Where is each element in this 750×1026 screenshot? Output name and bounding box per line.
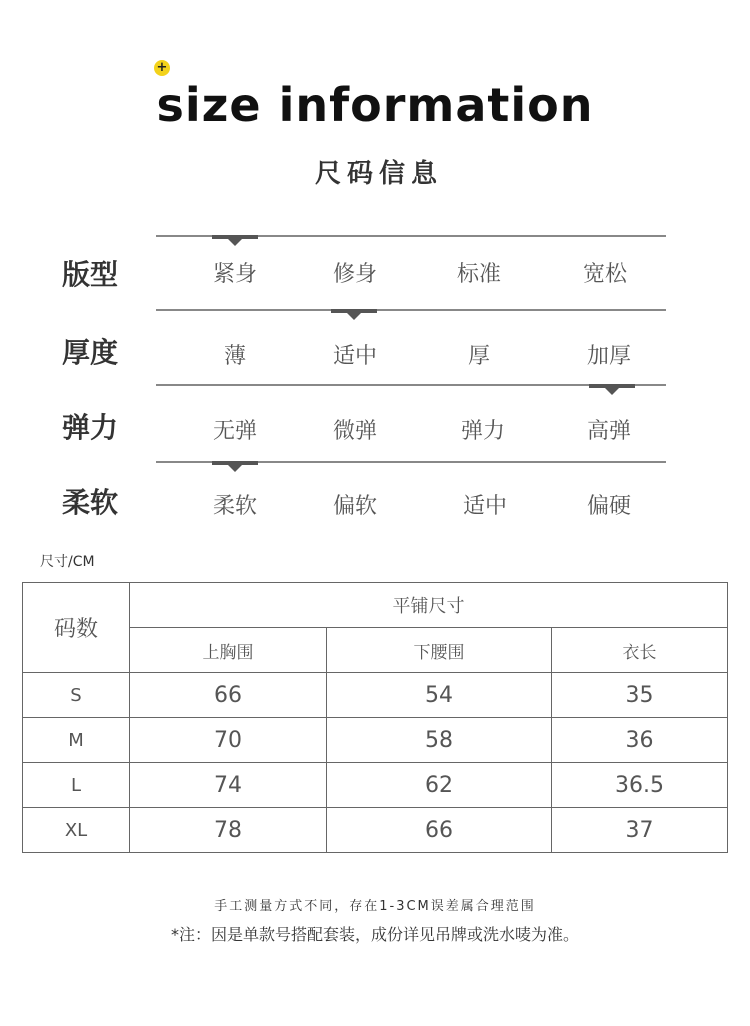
- attribute-option: 加厚: [586, 344, 631, 369]
- attribute-label: 弹力: [62, 411, 119, 444]
- column-header: 衣长: [552, 628, 728, 673]
- attribute-row-softness: [0, 461, 750, 521]
- attribute-label: 柔软: [62, 486, 119, 519]
- page-subtitle: 尺码信息: [314, 159, 443, 189]
- column-header: 下腰围: [327, 628, 552, 673]
- attribute-option: 修身: [332, 262, 377, 287]
- attribute-option: 薄: [223, 344, 246, 369]
- attribute-option: 偏硬: [586, 494, 631, 519]
- table-cell: 70: [130, 718, 327, 763]
- selection-marker-icon: [212, 235, 258, 239]
- attribute-label: 版型: [62, 258, 119, 291]
- table-cell: 66: [130, 673, 327, 718]
- attribute-option: 厚: [467, 344, 490, 369]
- selection-marker-icon: [589, 384, 635, 388]
- divider: [156, 309, 666, 311]
- table-cell: 36.5: [552, 763, 728, 808]
- attribute-row-fit: [0, 235, 750, 295]
- size-cell: S: [23, 673, 130, 718]
- table-cell: 74: [130, 763, 327, 808]
- attribute-row-thickness: [0, 309, 750, 369]
- measurement-note: 手工测量方式不同，存在1-3CM误差属合理范围: [214, 899, 536, 914]
- attribute-option: 紧身: [212, 262, 257, 287]
- column-header: 上胸围: [130, 628, 327, 673]
- table-cell: 62: [327, 763, 552, 808]
- size-cell: L: [23, 763, 130, 808]
- attribute-option: 适中: [462, 494, 507, 519]
- attribute-option: 偏软: [332, 494, 377, 519]
- table-cell: 37: [552, 808, 728, 853]
- table-row: [23, 808, 728, 853]
- size-cell: M: [23, 718, 130, 763]
- table-cell: 78: [130, 808, 327, 853]
- attribute-option: 高弹: [586, 419, 631, 444]
- attribute-row-elasticity: [0, 384, 750, 444]
- attribute-option: 弹力: [460, 419, 505, 444]
- page-title: size information: [156, 78, 594, 132]
- attribute-option: 标准: [456, 262, 501, 287]
- footnote: *注：因是单款号搭配套装，成份详见吊牌或洗水唛为准。: [170, 925, 579, 944]
- table-cell: 66: [327, 808, 552, 853]
- attribute-option: 宽松: [582, 262, 627, 287]
- attribute-option: 微弹: [332, 419, 377, 444]
- table-cell: 58: [327, 718, 552, 763]
- attribute-option: 无弹: [212, 419, 257, 444]
- attribute-option: 适中: [332, 344, 377, 369]
- selection-marker-icon: [331, 309, 377, 313]
- group-header: 平铺尺寸: [130, 583, 728, 628]
- table-row: [23, 673, 728, 718]
- table-cell: 54: [327, 673, 552, 718]
- plus-icon: +: [154, 60, 170, 76]
- size-column-header: 码数: [23, 583, 130, 673]
- table-row: [23, 763, 728, 808]
- selection-marker-icon: [212, 461, 258, 465]
- size-table: [22, 582, 728, 853]
- size-cell: XL: [23, 808, 130, 853]
- table-cell: 35: [552, 673, 728, 718]
- attribute-label: 厚度: [62, 336, 119, 369]
- attribute-option: 柔软: [212, 494, 257, 519]
- table-cell: 36: [552, 718, 728, 763]
- table-row: [23, 718, 728, 763]
- table-header-row: [23, 583, 728, 628]
- unit-label: 尺寸/CM: [40, 554, 95, 570]
